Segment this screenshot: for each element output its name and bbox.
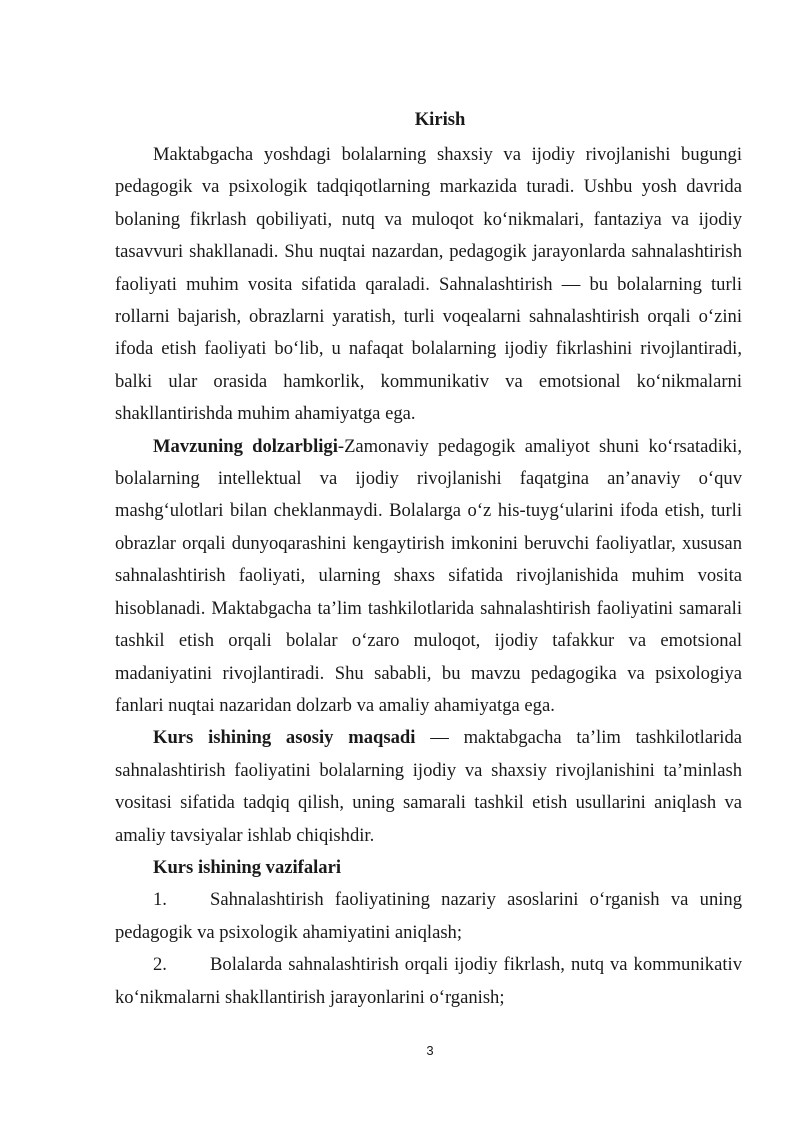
task-number: 1. xyxy=(153,889,167,911)
goal-text: — maktabgacha ta’lim tashkilotlarida sahnalashtirish faoliyatini bolalarning ijodiy va shaxsiy rivojlanishini ta’minlash vositasi sifatida tadqiq qilish, uning samarali tashkil etish usullarini aniqlash va amaliy tavsiyalar ishlab chiqishdir. xyxy=(115,727,742,846)
document-body xyxy=(115,139,742,1014)
goal-paragraph xyxy=(115,722,742,852)
page-number: 3 xyxy=(426,1043,434,1058)
task-number: 2. xyxy=(153,954,167,976)
task-text: Sahnalashtirish faoliyatining nazariy asoslarini o‘rganish va uning pedagogik va psixologik ahamiyatini aniqlash; xyxy=(115,889,742,943)
task-item xyxy=(115,949,742,1014)
intro-paragraph: Maktabgacha yoshdagi bolalarning shaxsiy va ijodiy rivojlanishi bugungi pedagogik va psixologik tadqiqotlarning markazida turadi. Ushbu yosh davrida bolaning fikrlash qobiliyati, nutq va muloqot ko‘nikmalari, fantaziya va ijodiy tasavvuri shakllanadi. Shu nuqtai nazardan, pedagogik jarayonlarda sahnalashtirish faoliyati muhim vosita sifatida qaraladi. Sahnalashtirish — bu bolalarning turli rollarni bajarish, obrazlarni yaratish, turli voqealarni sahnalashtirish orqali o‘zini ifoda etish faoliyati bo‘lib, u nafaqat bolalarning ijodiy fikrlashini rivojlantiradi, balki ular orasida hamkorlik, kommunikativ va emotsional ko‘nikmalarni shakllantirishda muhim ahamiyatga ega. xyxy=(115,144,742,425)
task-item xyxy=(115,884,742,949)
relevance-text: -Zamonaviy pedagogik amaliyot shuni ko‘rsatadiki, bolalarning intellektual va ijodiy rivojlanishi faqatgina an’anaviy o‘quv mashg‘ulotlari bilan cheklanmaydi. Bolalarga o‘z his-tuyg‘ularini ifoda etish, turli obrazlar orqali dunyoqarashini kengaytirish imkonini beruvchi faoliyatlar, xususan sahnalashtirish faoliyati, ularning shaxs sifatida rivojlanishida muhim vosita hisoblanadi. Maktabgacha ta’lim tashkilotlarida sahnalashtirish faoliyatini samarali tashkil etish orqali bolalar o‘zaro muloqot, ijodiy tafakkur va emotsional madaniyatini rivojlantiradi. Shu sababli, bu mavzu pedagogika va psixologiya fanlari nuqtai nazaridan dolzarb va amaliy ahamiyatga ega. xyxy=(115,435,742,716)
relevance-label: Mavzuning dolzarbligi xyxy=(153,435,338,457)
tasks-heading: Kurs ishining vazifalari xyxy=(153,856,342,878)
task-text: Bolalarda sahnalashtirish orqali ijodiy fikrlash, nutq va kommunikativ ko‘nikmalarni shakllantirish jarayonlarini o‘rganish; xyxy=(115,954,742,1008)
section-title: Kirish xyxy=(414,109,466,130)
goal-label: Kurs ishining asosiy maqsadi xyxy=(153,727,416,749)
relevance-paragraph xyxy=(115,431,742,723)
